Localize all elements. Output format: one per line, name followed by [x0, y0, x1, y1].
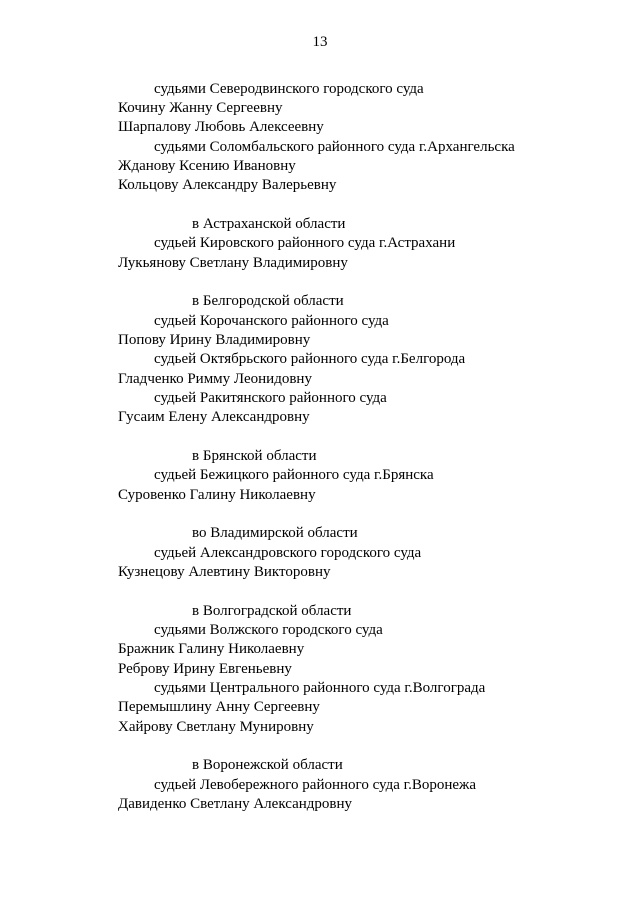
- court-heading: судьей Октябрьского районного суда г.Белгорода: [154, 351, 466, 367]
- judge-name: Попову Ирину Владимировну: [118, 332, 311, 348]
- judge-name: Реброву Ирину Евгеньевну: [118, 661, 292, 677]
- court-heading: судьей Александровского городского суда: [154, 545, 422, 561]
- judge-name: Кузнецову Алевтину Викторовну: [118, 564, 331, 580]
- court-heading: судьями Северодвинского городского суда: [154, 81, 424, 97]
- page-number: 13: [312, 34, 328, 50]
- region-heading: в Воронежской области: [192, 757, 343, 773]
- court-heading: судьей Ракитянского районного суда: [154, 390, 387, 406]
- judge-name: Давиденко Светлану Александровну: [118, 796, 353, 812]
- judge-name: Лукьянову Светлану Владимировну: [118, 255, 348, 271]
- judge-name: Кольцову Александру Валерьевну: [118, 177, 337, 193]
- judge-name: Гладченко Римму Леонидовну: [118, 371, 312, 387]
- region-heading: во Владимирской области: [192, 525, 358, 541]
- court-heading: судьями Соломбальского районного суда г.Архангельска: [154, 139, 515, 155]
- court-heading: судьей Кировского районного суда г.Астрахани: [154, 235, 456, 251]
- region-heading: в Белгородской области: [192, 293, 344, 309]
- court-heading: судьей Бежицкого районного суда г.Брянска: [154, 467, 434, 483]
- court-heading: судьей Левобережного районного суда г.Воронежа: [154, 777, 477, 793]
- judge-name: Хайрову Светлану Мунировну: [118, 719, 314, 735]
- judge-name: Бражник Галину Николаевну: [118, 641, 305, 657]
- region-heading: в Астраханской области: [192, 216, 346, 232]
- judge-name: Кочину Жанну Сергеевну: [118, 100, 283, 116]
- region-heading: в Волгоградской области: [192, 603, 352, 619]
- judge-name: Шарпалову Любовь Алексеевну: [118, 119, 324, 135]
- region-heading: в Брянской области: [192, 448, 317, 464]
- court-heading: судьей Корочанского районного суда: [154, 313, 389, 329]
- judge-name: Жданову Ксению Ивановну: [118, 158, 296, 174]
- judge-name: Гусаим Елену Александровну: [118, 409, 310, 425]
- court-heading: судьями Центрального районного суда г.Волгограда: [154, 680, 486, 696]
- judge-name: Суровенко Галину Николаевну: [118, 487, 316, 503]
- judge-name: Перемышлину Анну Сергеевну: [118, 699, 320, 715]
- court-heading: судьями Волжского городского суда: [154, 622, 383, 638]
